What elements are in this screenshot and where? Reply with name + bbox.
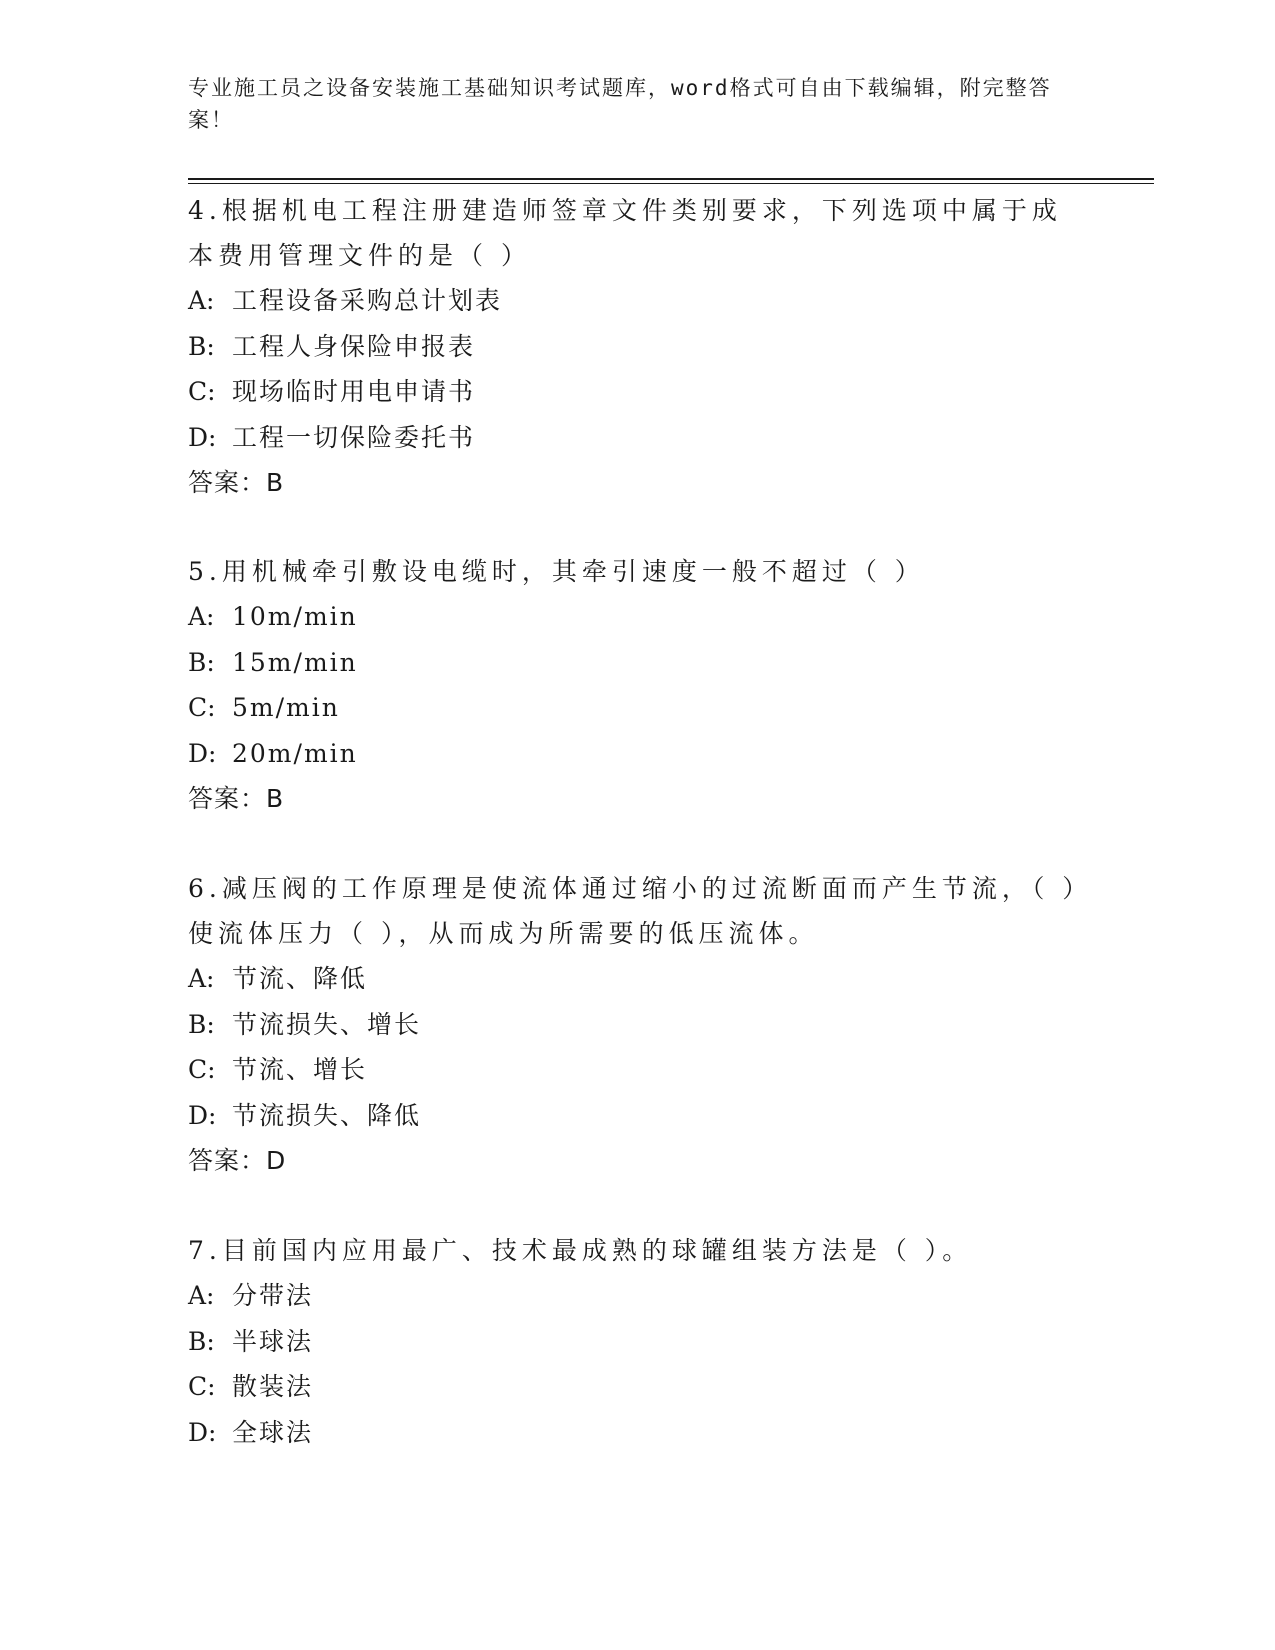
option-c bbox=[188, 1047, 1088, 1093]
option-text: 分带法 bbox=[232, 1281, 314, 1310]
question-stem: 5.用机械牵引敷设电缆时，其牵引速度一般不超过（ ） bbox=[188, 557, 925, 586]
option-text: 节流、增长 bbox=[232, 1055, 368, 1084]
option-text: 现场临时用电申请书 bbox=[232, 377, 476, 406]
option-letter: C: bbox=[188, 1372, 216, 1401]
answer-line: 答案：B bbox=[188, 784, 285, 813]
option-letter: D: bbox=[188, 1100, 217, 1130]
option-d bbox=[188, 1410, 1088, 1456]
option-text: 工程人身保险申报表 bbox=[232, 331, 476, 361]
option-b bbox=[188, 1002, 1088, 1048]
question-5 bbox=[188, 549, 1088, 821]
option-text: 全球法 bbox=[232, 1417, 314, 1447]
option-a bbox=[188, 594, 1088, 640]
option-text: 工程设备采购总计划表 bbox=[232, 286, 503, 315]
option-a bbox=[188, 278, 1088, 324]
question-stem: 7.目前国内应用最广、技术最成熟的球罐组装方法是（ ）。 bbox=[188, 1236, 973, 1265]
option-text: 5m/min bbox=[232, 693, 340, 722]
option-b bbox=[188, 1319, 1088, 1365]
question-7 bbox=[188, 1228, 1088, 1455]
option-b bbox=[188, 640, 1088, 686]
question-4 bbox=[188, 188, 1088, 505]
option-letter: D: bbox=[188, 1417, 217, 1447]
option-a bbox=[188, 1273, 1088, 1319]
option-letter: A: bbox=[188, 1281, 215, 1310]
document-header: 专业施工员之设备安装施工基础知识考试题库，word格式可自由下载编辑，附完整答案！ bbox=[188, 76, 1052, 132]
option-text: 10m/min bbox=[232, 602, 358, 631]
question-stem: 4.根据机电工程注册建造师签章文件类别要求，下列选项中属于成本费用管理文件的是（ ） bbox=[188, 196, 1062, 270]
option-text: 节流、降低 bbox=[232, 964, 368, 993]
option-letter: B: bbox=[188, 647, 215, 677]
option-letter: A: bbox=[188, 286, 215, 315]
option-letter: D: bbox=[188, 422, 217, 452]
option-letter: B: bbox=[188, 1326, 215, 1356]
option-c bbox=[188, 1364, 1088, 1410]
answer-line: 答案：B bbox=[188, 468, 285, 497]
option-letter: A: bbox=[188, 964, 215, 993]
option-letter: A: bbox=[188, 602, 215, 631]
option-letter: C: bbox=[188, 693, 216, 722]
option-text: 半球法 bbox=[232, 1326, 314, 1356]
option-text: 节流损失、增长 bbox=[232, 1009, 422, 1039]
option-b bbox=[188, 324, 1088, 370]
option-text: 工程一切保险委托书 bbox=[232, 422, 476, 452]
option-text: 节流损失、降低 bbox=[232, 1100, 422, 1130]
option-text: 15m/min bbox=[232, 647, 358, 677]
option-a bbox=[188, 956, 1088, 1002]
option-d bbox=[188, 415, 1088, 461]
option-letter: B: bbox=[188, 1009, 215, 1039]
option-d bbox=[188, 1093, 1088, 1139]
question-stem: 6.减压阀的工作原理是使流体通过缩小的过流断面而产生节流，（ ）使流体压力（ ），从而成为所需要的低压流体。 bbox=[188, 874, 1080, 948]
answer-line: 答案：D bbox=[188, 1146, 287, 1175]
question-6 bbox=[188, 866, 1088, 1183]
option-text: 20m/min bbox=[232, 738, 358, 768]
header-divider-thick bbox=[188, 178, 1154, 180]
option-text: 散装法 bbox=[232, 1372, 314, 1401]
header-divider-thin bbox=[188, 183, 1154, 184]
option-d bbox=[188, 731, 1088, 777]
option-c bbox=[188, 685, 1088, 731]
option-letter: C: bbox=[188, 1055, 216, 1084]
option-letter: C: bbox=[188, 377, 216, 406]
option-letter: B: bbox=[188, 331, 215, 361]
option-letter: D: bbox=[188, 738, 217, 768]
option-c bbox=[188, 369, 1088, 415]
